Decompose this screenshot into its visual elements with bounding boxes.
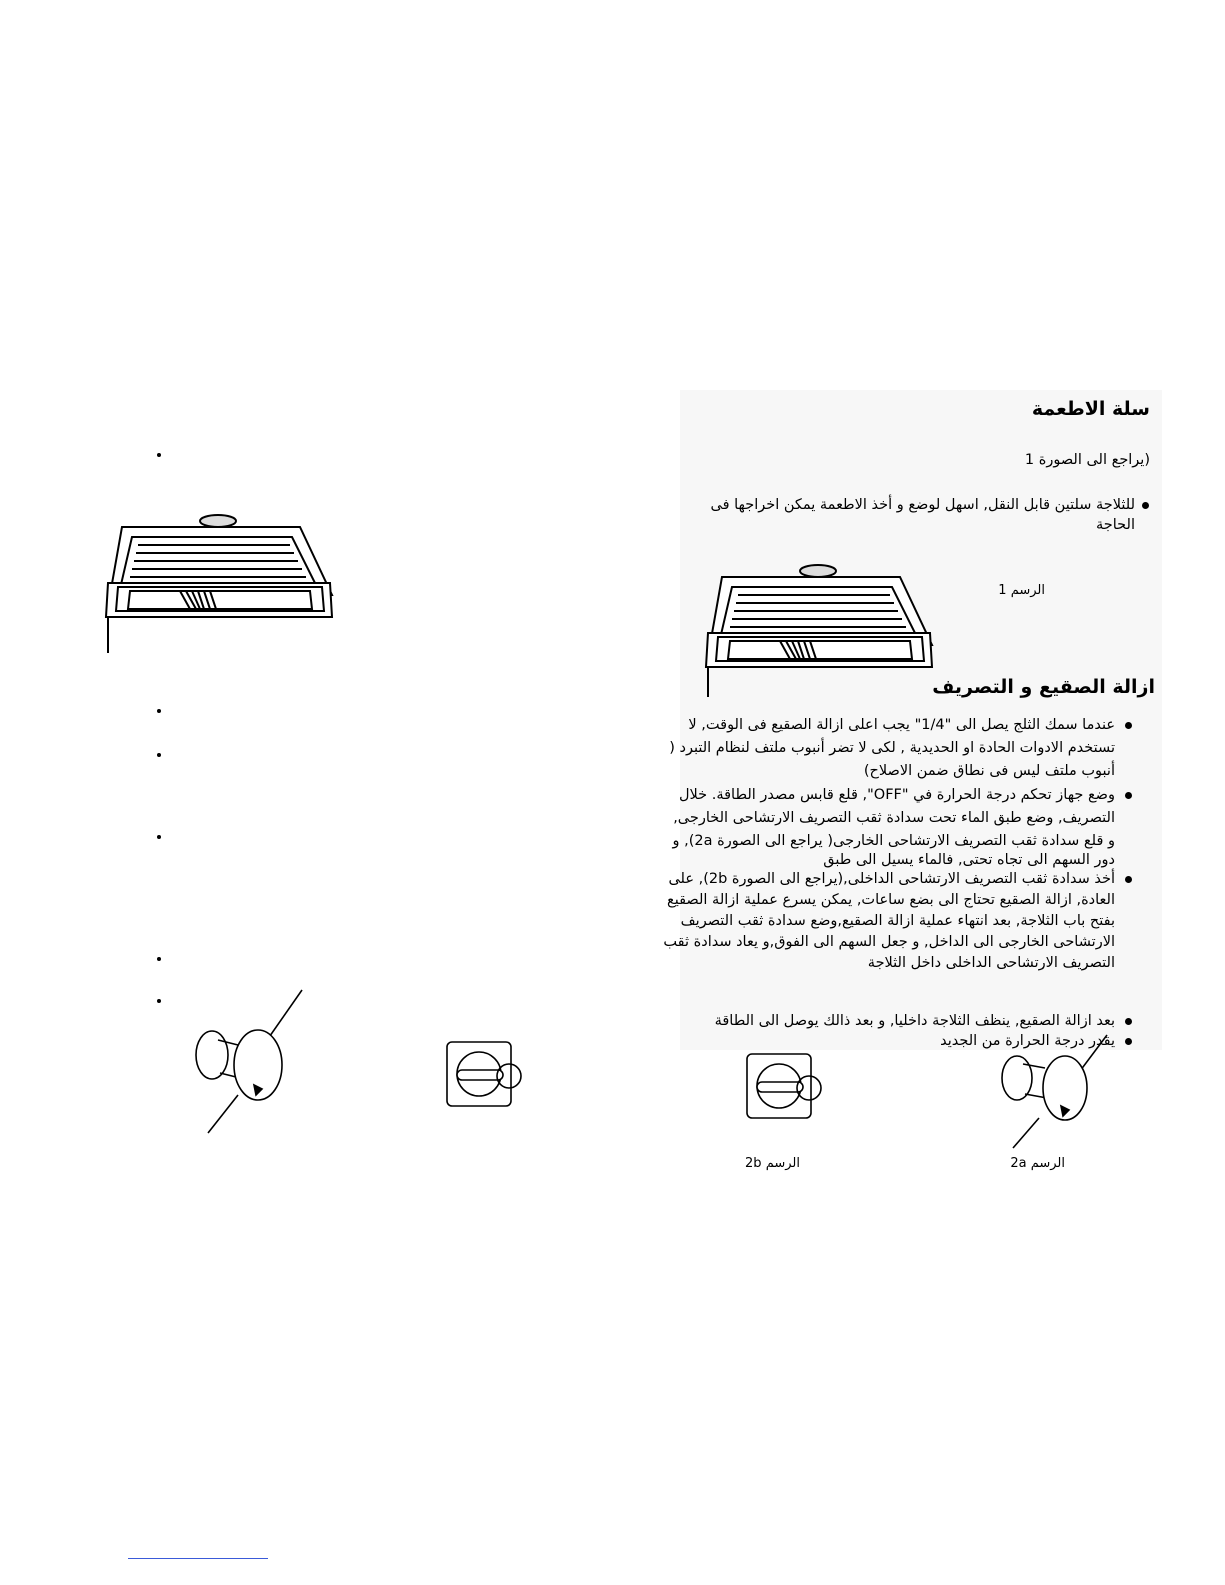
basket-bullet-line-2: الحاجة	[1096, 517, 1135, 533]
left-bullet-1	[157, 453, 161, 457]
basket-section-title: سلة الاطعمة	[1031, 398, 1150, 420]
basket-bullet-marker	[1142, 502, 1149, 509]
defrost-line-8: أخذ سدادة ثقب التصريف الارتشاحى الداخلى,(يراجع الى الصورة 2b), على	[668, 871, 1115, 887]
defrost-line-6: و قلع سدادة ثقب التصريف الارتشاحى الخارجى( يراجع الى الصورة 2a), و	[672, 833, 1115, 849]
defrost-line-7: دور السهم الى تجاه تحتى, فالماء يسيل الى طبق	[823, 852, 1115, 868]
freezer-illustration-left	[100, 505, 340, 655]
defrost-line-9: العادة, ازالة الصقيع تحتاج الى بضع ساعات, يمكن يسرع عملية ازالة الصقيع	[667, 892, 1115, 908]
figure-2a-caption: الرسم 2a	[1010, 1156, 1065, 1171]
defrost-line-2: تستخدم الادوات الحادة او الحديدية , لكى لا تضر أنبوب ملتف لنظام التبرد (	[669, 740, 1115, 756]
defrost-line-10: بفتح باب الثلاجة, بعد انتهاء عملية ازالة الصقيع,وضع سدادة ثقب التصريف	[680, 913, 1115, 929]
left-bullet-6	[157, 999, 161, 1003]
basket-figure-reference: (يراجع الى الصورة 1	[1024, 452, 1150, 468]
defrost-bullet-marker-5	[1125, 1038, 1132, 1045]
defrost-bullet-marker-4	[1125, 1018, 1132, 1025]
defrost-line-12: التصريف الارتشاحى الداخلى داخل الثلاجة	[867, 955, 1115, 971]
drain-plug-cap-left	[445, 1040, 535, 1110]
defrost-line-13: بعد ازالة الصقيع, ينظف الثلاجة داخليا, و بعد ذالك يوصل الى الطاقة	[714, 1013, 1115, 1029]
defrost-section-title: ازالة الصقيع و التصريف	[932, 676, 1155, 698]
figure-2b-caption: الرسم 2b	[745, 1156, 800, 1171]
drain-plug-cap-fig2b	[745, 1052, 835, 1122]
left-bullet-3	[157, 753, 161, 757]
defrost-line-14: يقدر درجة الحرارة من الجديد	[940, 1033, 1115, 1049]
footer-rule	[128, 1558, 268, 1559]
defrost-line-5: التصريف, وضع طبق الماء تحت سدادة ثقب التصريف الارتشاحى الخارجى,	[673, 810, 1115, 826]
left-bullet-5	[157, 957, 161, 961]
basket-bullet-line-1: للثلاجة سلتين قابل النقل, اسهل لوضع و أخذ الاطعمة يمكن اخراجها فى	[710, 497, 1135, 513]
freezer-illustration-fig1	[700, 555, 940, 705]
left-bullet-4	[157, 835, 161, 839]
defrost-bullet-marker-1	[1125, 722, 1132, 729]
left-bullet-2	[157, 709, 161, 713]
defrost-bullet-marker-2	[1125, 792, 1132, 799]
drain-plug-knob-left	[190, 985, 310, 1135]
defrost-line-1: عندما سمك الثلج يصل الى "1/4" يجب اعلى ازالة الصقيع فى الوقت, لا	[688, 717, 1115, 733]
defrost-line-4: وضع جهاز تحكم درجة الحرارة في "OFF", قلع قابس مصدر الطاقة. خلال	[678, 787, 1115, 803]
defrost-line-3: أنبوب ملتف ليس فى نطاق ضمن الاصلاح)	[863, 763, 1115, 779]
drain-plug-knob-fig2a	[995, 1030, 1115, 1155]
defrost-line-11: الارتشاحى الخارجى الى الداخل, و جعل السهم الى الفوق,و يعاد سدادة ثقب	[663, 934, 1115, 950]
defrost-bullet-marker-3	[1125, 876, 1132, 883]
figure-1-caption: الرسم 1	[998, 583, 1045, 598]
